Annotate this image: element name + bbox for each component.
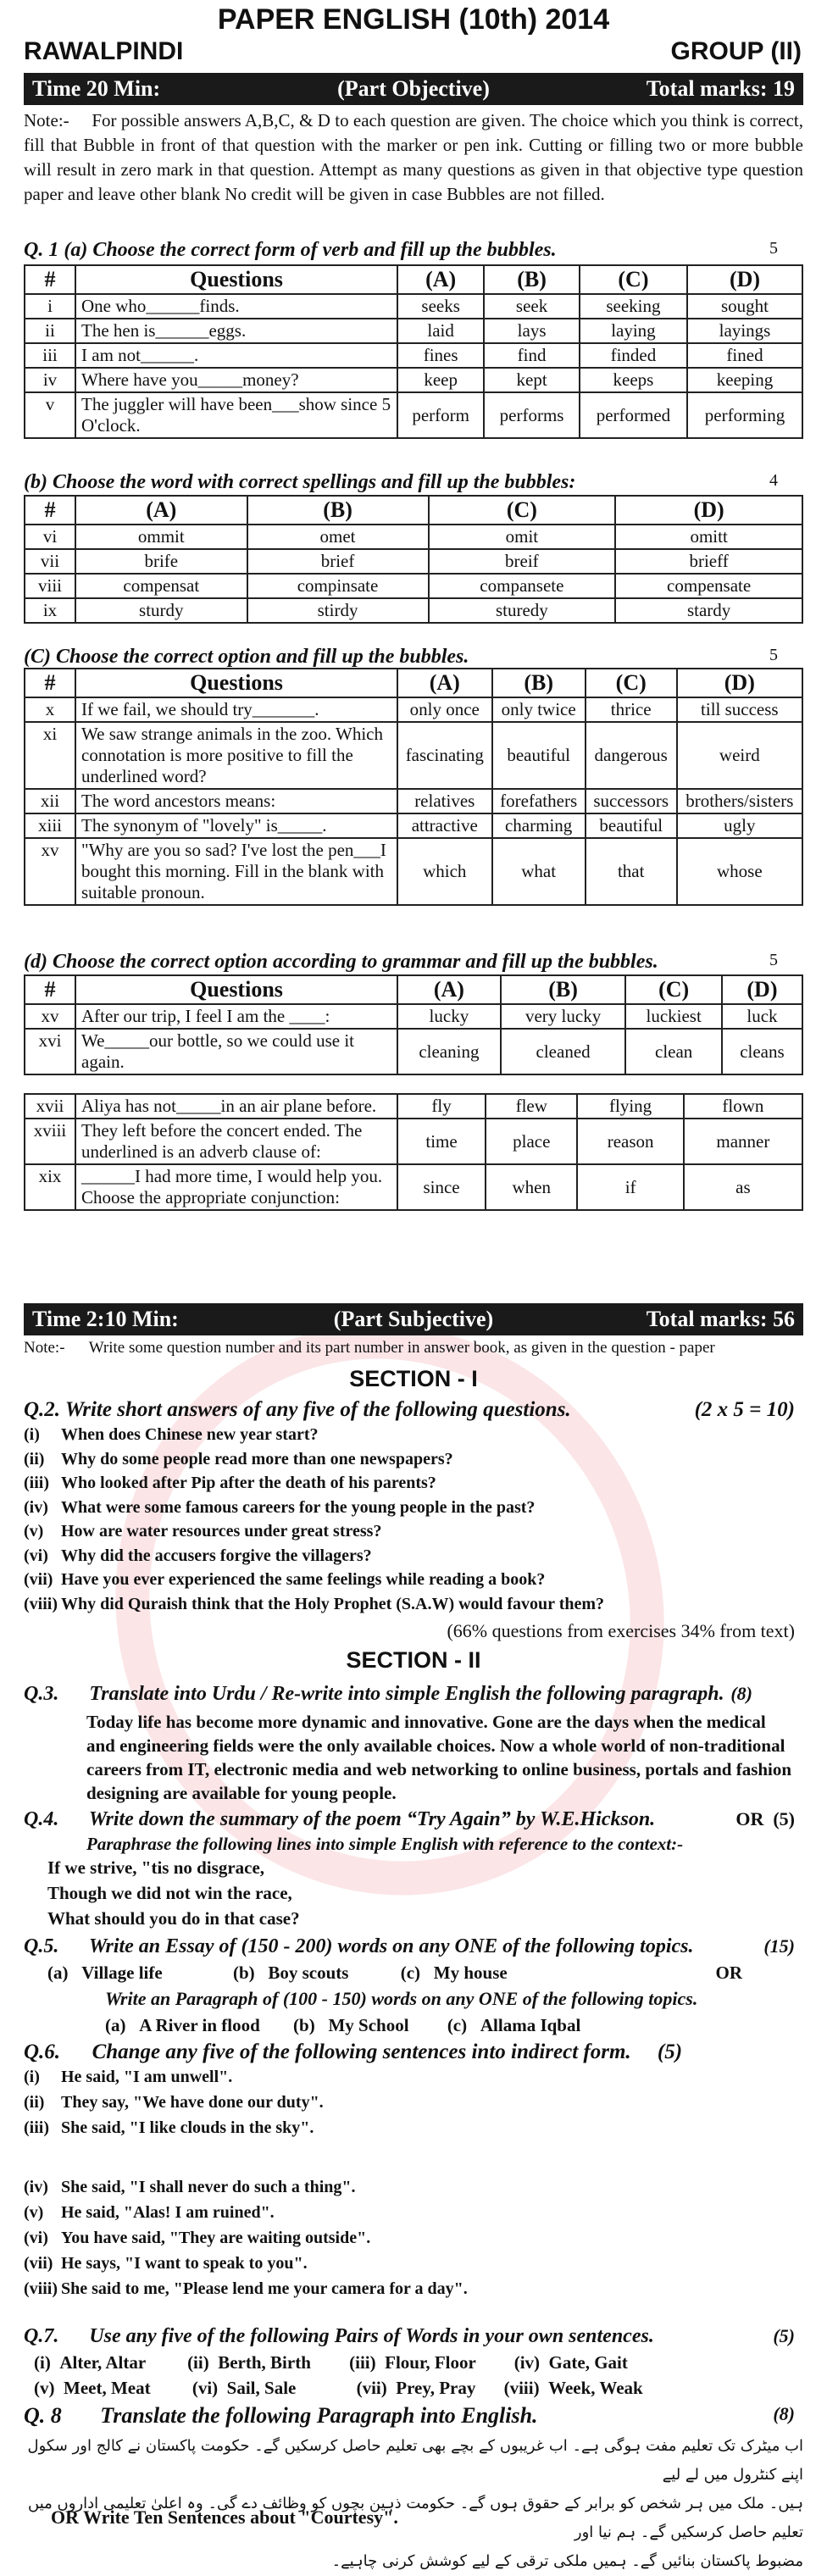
table-row	[25, 1164, 802, 1210]
option-cell: performing	[687, 392, 802, 438]
q4-line-1: If we strive, "tis no disgrace,	[47, 1857, 265, 1878]
option-cell: compansete	[429, 574, 616, 598]
table-row	[25, 368, 802, 392]
option-cell: manner	[684, 1119, 802, 1164]
q1c-marks: 5	[769, 646, 778, 664]
q8-heading: Q. 8 Translate the following Paragraph into English. (8)	[24, 2403, 795, 2428]
item-text: He says, "I want to speak to you".	[61, 2254, 308, 2273]
column-header: (A)	[397, 669, 492, 697]
q1a-heading: Q. 1 (a) Choose the correct form of verb and fill up the bubbles. 5	[24, 239, 778, 261]
option-cell: laid	[397, 319, 484, 343]
list-item	[24, 1522, 803, 1541]
item-text: You have said, "They are waiting outside".	[61, 2229, 371, 2247]
table-row	[25, 1029, 802, 1074]
board-name: RAWALPINDI	[24, 37, 184, 65]
option-cell: beautiful	[492, 722, 586, 789]
list-item	[24, 1498, 803, 1518]
option-cell: find	[484, 343, 580, 368]
objective-bar	[24, 73, 803, 105]
question-number: xv	[25, 838, 75, 905]
option-cell: that	[586, 838, 677, 905]
column-header: (D)	[687, 265, 802, 294]
question-number: xvii	[25, 1094, 75, 1119]
table-row	[25, 697, 802, 722]
item-text: Why did Quraish think that the Holy Prophet (S.A.W) would favour them?	[61, 1594, 605, 1613]
q1c-table	[24, 668, 803, 906]
question-text: Where have you_____money?	[75, 368, 397, 392]
column-header: #	[25, 669, 75, 697]
q2-footnote: (66% questions from exercises 34% from text)	[447, 1620, 795, 1641]
question-text: We_____our bottle, so we could use it again.	[75, 1029, 397, 1074]
item-text: They say, "We have done our duty".	[61, 2093, 324, 2112]
table-header-row	[25, 975, 802, 1004]
option-cell: successors	[586, 789, 677, 813]
question-number: xix	[25, 1164, 75, 1210]
question-number: i	[25, 294, 75, 319]
option-cell: luckiest	[625, 1004, 721, 1029]
list-item	[24, 1546, 803, 1566]
table-header-row	[25, 669, 802, 697]
subjective-bar	[24, 1303, 803, 1335]
item-number: (vii)	[24, 1570, 53, 1589]
table-row	[25, 392, 802, 438]
item-text: Have you ever experienced the same feelings while reading a book?	[61, 1570, 546, 1589]
column-header: (C)	[586, 669, 677, 697]
question-text: ______I had more time, I would help you. Choose the appropriate conjunction:	[75, 1164, 397, 1210]
option-cell: beautiful	[586, 813, 677, 838]
item-number: (ii)	[24, 1449, 45, 1468]
option-cell: laying	[580, 319, 687, 343]
table-row	[25, 1119, 802, 1164]
table-header-row	[25, 496, 802, 525]
q2-marks: (2 x 5 = 10)	[694, 1398, 795, 1421]
question-text: We saw strange animals in the zoo. Which connotation is more positive to fill the underlined word?	[75, 722, 397, 789]
option-cell: lays	[484, 319, 580, 343]
table-row	[25, 838, 802, 905]
q1c-heading: (C) Choose the correct option and fill up the bubbles. 5	[24, 646, 778, 668]
option-cell: thrice	[586, 697, 677, 722]
table-row	[25, 789, 802, 813]
list-item	[24, 1595, 803, 1614]
question-number: vi	[25, 525, 75, 549]
option-cell: attractive	[397, 813, 492, 838]
list-item	[24, 1570, 803, 1590]
list-item	[24, 1474, 803, 1493]
q7-pairs-row-2: (v) Meet, Meat (vi) Sail, Sale (vii) Prey, Pray (viii) Week, Weak	[34, 2378, 643, 2398]
option-cell: flying	[577, 1094, 683, 1119]
option-cell: luck	[722, 1004, 802, 1029]
column-header: (C)	[625, 975, 721, 1004]
subjective-time: Time 2:10 Min:	[32, 1307, 179, 1331]
option-cell: finded	[580, 343, 687, 368]
question-number: xi	[25, 722, 75, 789]
option-cell: seeks	[397, 294, 484, 319]
table-row	[25, 549, 802, 574]
option-cell: forefathers	[492, 789, 586, 813]
question-number: xv	[25, 1004, 75, 1029]
q4-heading: Q.4. Write down the summary of the poem “Try Again” by W.E.Hickson. OR (5)	[24, 1808, 795, 1830]
question-number: iv	[25, 368, 75, 392]
urdu-line-3: مضبوط پاکستان بنائیں گے۔ ہمیں ملکی ترقی کے لیے کوشش کرنی چاہیے۔	[331, 2552, 803, 2570]
question-text: The word ancestors means:	[75, 789, 397, 813]
q4-paraphrase-instruction: Paraphrase the following lines into simple English with reference to the context:-	[86, 1834, 684, 1854]
table-row	[25, 294, 802, 319]
option-cell: fascinating	[397, 722, 492, 789]
option-cell: layings	[687, 319, 802, 343]
q1d-table-2	[24, 1093, 803, 1211]
list-item	[24, 2229, 803, 2248]
list-item	[24, 2068, 803, 2087]
option-cell: ommit	[75, 525, 247, 549]
question-text: After our trip, I feel I am the ____:	[75, 1004, 397, 1029]
q8-urdu-paragraph	[24, 2432, 803, 2576]
option-cell: fly	[397, 1094, 486, 1119]
question-text: Aliya has not_____in an air plane before.	[75, 1094, 397, 1119]
q2-heading: Q.2. Write short answers of any five of the following questions. (2 x 5 = 10)	[24, 1398, 795, 1421]
column-header: #	[25, 975, 75, 1004]
column-header: (A)	[397, 265, 484, 294]
option-cell: cleaned	[501, 1029, 626, 1074]
option-cell: brieff	[615, 549, 802, 574]
item-text: She said to me, "Please lend me your camera for a day".	[61, 2279, 468, 2298]
option-cell: fines	[397, 343, 484, 368]
group-label: GROUP (II)	[670, 37, 802, 65]
paper-title: PAPER ENGLISH (10th) 2014	[217, 3, 610, 36]
option-cell: compensat	[75, 574, 247, 598]
objective-part: (Part Objective)	[337, 76, 490, 101]
list-item	[24, 2254, 803, 2273]
table-row	[25, 813, 802, 838]
subjective-note: Note:- Write some question number and its part number in answer book, as given in the question - paper	[24, 1339, 715, 1357]
table-row	[25, 525, 802, 549]
option-cell: time	[397, 1119, 486, 1164]
question-text: The hen is______eggs.	[75, 319, 397, 343]
column-header: (D)	[722, 975, 802, 1004]
column-header: (D)	[677, 669, 802, 697]
item-text: How are water resources under great stress?	[61, 1522, 382, 1541]
list-item	[24, 2093, 803, 2112]
q1b-marks: 4	[769, 471, 778, 490]
q4-line-2: Though we did not win the race,	[47, 1883, 292, 1903]
item-number: (iv)	[24, 1497, 48, 1517]
option-cell: stirdy	[247, 598, 429, 623]
option-cell: whose	[677, 838, 802, 905]
note-label: Note:-	[24, 110, 69, 130]
option-cell: when	[486, 1164, 577, 1210]
item-number: (vi)	[24, 1546, 48, 1565]
item-number: (viii)	[24, 1594, 58, 1613]
item-text: Who looked after Pip after the death of his parents?	[61, 1474, 436, 1492]
option-cell: lucky	[397, 1004, 501, 1029]
question-number: v	[25, 392, 75, 438]
option-cell: keeping	[687, 368, 802, 392]
q5-paragraph-instruction: Write an Paragraph of (100 - 150) words on any ONE of the following topics.	[105, 1988, 698, 2009]
option-cell: as	[684, 1164, 802, 1210]
option-cell: which	[397, 838, 492, 905]
list-item	[24, 2118, 803, 2138]
table-row	[25, 1094, 802, 1119]
q1a-marks: 5	[769, 239, 778, 258]
q5-topics-paragraph: (a) A River in flood (b) My School (c) Allama Iqbal	[105, 2015, 581, 2035]
option-cell: performed	[580, 392, 687, 438]
option-cell: place	[486, 1119, 577, 1164]
objective-time: Time 20 Min:	[32, 76, 161, 101]
option-cell: keeps	[580, 368, 687, 392]
list-item	[24, 2279, 803, 2299]
item-text: He said, "Alas! I am ruined".	[61, 2203, 275, 2222]
question-text: The synonym of "lovely" is_____.	[75, 813, 397, 838]
option-cell: breif	[429, 549, 616, 574]
column-header: Questions	[75, 265, 397, 294]
question-text: They left before the concert ended. The underlined is an adverb clause of:	[75, 1119, 397, 1164]
q5-topics-essay: (a) Village life (b) Boy scouts (c) My house OR	[47, 1963, 742, 1983]
question-number: xviii	[25, 1119, 75, 1164]
item-number: (vii)	[24, 2254, 53, 2273]
question-text: "Why are you so sad? I've lost the pen___I bought this morning. Fill in the blank with suitable pronoun.	[75, 838, 397, 905]
question-number: viii	[25, 574, 75, 598]
option-cell: sturdy	[75, 598, 247, 623]
question-number: iii	[25, 343, 75, 368]
column-header: (C)	[580, 265, 687, 294]
option-cell: very lucky	[501, 1004, 626, 1029]
option-cell: clean	[625, 1029, 721, 1074]
question-text: The juggler will have been___show since 5 O'clock.	[75, 392, 397, 438]
question-text: If we fail, we should try_______.	[75, 697, 397, 722]
objective-marks: Total marks: 19	[646, 76, 795, 101]
item-text: He said, "I am unwell".	[61, 2068, 233, 2086]
section-1-title: SECTION - I	[349, 1366, 478, 1391]
option-cell: omet	[247, 525, 429, 549]
column-header: #	[25, 265, 75, 294]
option-cell: brothers/sisters	[677, 789, 802, 813]
option-cell: omitt	[615, 525, 802, 549]
item-number: (iii)	[24, 2118, 49, 2137]
urdu-line-2: ہیں۔ ملک میں ہر شخص کو برابر کے حقوق ہوں گے۔ حکومت ذہین بچوں کو وظائف دے گی۔ وہ اعلیٰ تعلیمی اداروں میں تعلیم حاصل کرسکیں گے۔ ہم نیا اور	[28, 2495, 803, 2541]
column-header: (A)	[397, 975, 501, 1004]
option-cell: flew	[486, 1094, 577, 1119]
list-item	[24, 2203, 803, 2223]
option-cell: if	[577, 1164, 683, 1210]
option-cell: sought	[687, 294, 802, 319]
option-cell: omit	[429, 525, 616, 549]
column-header: Questions	[75, 975, 397, 1004]
question-number: ii	[25, 319, 75, 343]
option-cell: relatives	[397, 789, 492, 813]
q1b-heading: (b) Choose the word with correct spellings and fill up the bubbles: 4	[24, 471, 778, 493]
list-item	[24, 1425, 803, 1445]
option-cell: seeking	[580, 294, 687, 319]
option-cell: till success	[677, 697, 802, 722]
option-cell: since	[397, 1164, 486, 1210]
column-header: (A)	[75, 496, 247, 525]
item-number: (viii)	[24, 2279, 58, 2298]
option-cell: brief	[247, 549, 429, 574]
question-number: vii	[25, 549, 75, 574]
q8-or-courtesy: OR Write Ten Sentences about "Courtesy".	[51, 2507, 398, 2528]
q7-heading: Q.7. Use any five of the following Pairs of Words in your own sentences. (5)	[24, 2325, 795, 2347]
option-cell: reason	[577, 1119, 683, 1164]
table-header-row	[25, 265, 802, 294]
q7-pairs-row-1: (i) Alter, Altar (ii) Berth, Birth (iii) Flour, Floor (iv) Gate, Gait	[34, 2352, 628, 2373]
column-header: (D)	[615, 496, 802, 525]
option-cell: weird	[677, 722, 802, 789]
list-item	[24, 1450, 803, 1469]
table-row	[25, 319, 802, 343]
item-number: (iv)	[24, 2178, 48, 2196]
table-row	[25, 598, 802, 623]
option-cell: brife	[75, 549, 247, 574]
item-number: (vi)	[24, 2229, 48, 2247]
question-text: I am not______.	[75, 343, 397, 368]
section-2-title: SECTION - II	[346, 1647, 481, 1673]
item-number: (i)	[24, 2068, 40, 2086]
item-text: Why do some people read more than one newspapers?	[61, 1449, 453, 1468]
list-item	[24, 2178, 803, 2197]
item-number: (v)	[24, 1522, 44, 1541]
q1d-heading: (d) Choose the correct option according to grammar and fill up the bubbles. 5	[24, 951, 778, 973]
option-cell: cleans	[722, 1029, 802, 1074]
q1d-table	[24, 974, 803, 1075]
option-cell: dangerous	[586, 722, 677, 789]
objective-note	[24, 108, 803, 207]
q5-heading: Q.5. Write an Essay of (150 - 200) words on any ONE of the following topics. (15)	[24, 1935, 795, 1957]
option-cell: only twice	[492, 697, 586, 722]
item-text: When does Chinese new year start?	[61, 1425, 319, 1444]
item-text: She said, "I like clouds in the sky".	[61, 2118, 314, 2137]
subjective-part: (Part Subjective)	[333, 1307, 494, 1331]
item-number: (i)	[24, 1425, 40, 1444]
column-header: (C)	[429, 496, 616, 525]
item-number: (v)	[24, 2203, 44, 2222]
option-cell: seek	[484, 294, 580, 319]
option-cell: keep	[397, 368, 484, 392]
option-cell: compinsate	[247, 574, 429, 598]
option-cell: sturedy	[429, 598, 616, 623]
option-cell: only once	[397, 697, 492, 722]
table-row	[25, 574, 802, 598]
q4-line-3: What should you do in that case?	[47, 1908, 300, 1929]
option-cell: perform	[397, 392, 484, 438]
question-number: ix	[25, 598, 75, 623]
question-number: xvi	[25, 1029, 75, 1074]
urdu-line-1: اب میٹرک تک تعلیم مفت ہوگی ہے۔ اب غریبوں کے بچے بھی تعلیم حاصل کرسکیں گے۔ حکومت پاکستان نے کالج اور سکول اپنے کنٹرول میں لے لیے	[27, 2437, 803, 2484]
question-number: xiii	[25, 813, 75, 838]
q1a-table	[24, 264, 803, 439]
question-number: xii	[25, 789, 75, 813]
question-number: x	[25, 697, 75, 722]
table-row	[25, 722, 802, 789]
table-row	[25, 343, 802, 368]
option-cell: stardy	[615, 598, 802, 623]
note-text: For possible answers A,B,C, & D to each question are given. The choice which you think is correct, fill that Bubble in front of that question with the marker or pen ink. Cutting or filling two or more bubble will result in zero mark in that question. Attempt as many questions as given in that objective type question paper and leave other blank No credit will be given in case Bubbles are not filled.	[24, 110, 803, 204]
q1b-table	[24, 495, 803, 624]
question-text: One who______finds.	[75, 294, 397, 319]
option-cell: charming	[492, 813, 586, 838]
option-cell: compensate	[615, 574, 802, 598]
option-cell: ugly	[677, 813, 802, 838]
table-row	[25, 1004, 802, 1029]
option-cell: performs	[484, 392, 580, 438]
column-header: (B)	[501, 975, 626, 1004]
column-header: (B)	[484, 265, 580, 294]
option-cell: cleaning	[397, 1029, 501, 1074]
option-cell: what	[492, 838, 586, 905]
column-header: (B)	[492, 669, 586, 697]
option-cell: flown	[684, 1094, 802, 1119]
option-cell: fined	[687, 343, 802, 368]
q6-heading: Q.6. Change any five of the following sentences into indirect form. (5)	[24, 2040, 683, 2063]
item-text: What were some famous careers for the young people in the past?	[61, 1497, 536, 1517]
column-header: (B)	[247, 496, 429, 525]
subjective-marks: Total marks: 56	[646, 1307, 795, 1331]
column-header: #	[25, 496, 75, 525]
q3-heading: Q.3. Translate into Urdu / Re-write into simple English the following paragraph. (8)	[24, 1683, 752, 1705]
option-cell: kept	[484, 368, 580, 392]
item-text: Why did the accusers forgive the villagers?	[61, 1546, 372, 1565]
column-header: Questions	[75, 669, 397, 697]
item-number: (ii)	[24, 2093, 45, 2112]
item-number: (iii)	[24, 1474, 49, 1492]
item-text: She said, "I shall never do such a thing".	[61, 2178, 356, 2196]
q1d-marks: 5	[769, 951, 778, 969]
q3-paragraph: Today life has become more dynamic and innovative. Gone are the days when the medical and engineering fields were the only available choices. Now a whole world of non-traditional careers from IT, electronic media and web networking to online business, portals and fashion designing are available for young people.	[86, 1712, 792, 1803]
